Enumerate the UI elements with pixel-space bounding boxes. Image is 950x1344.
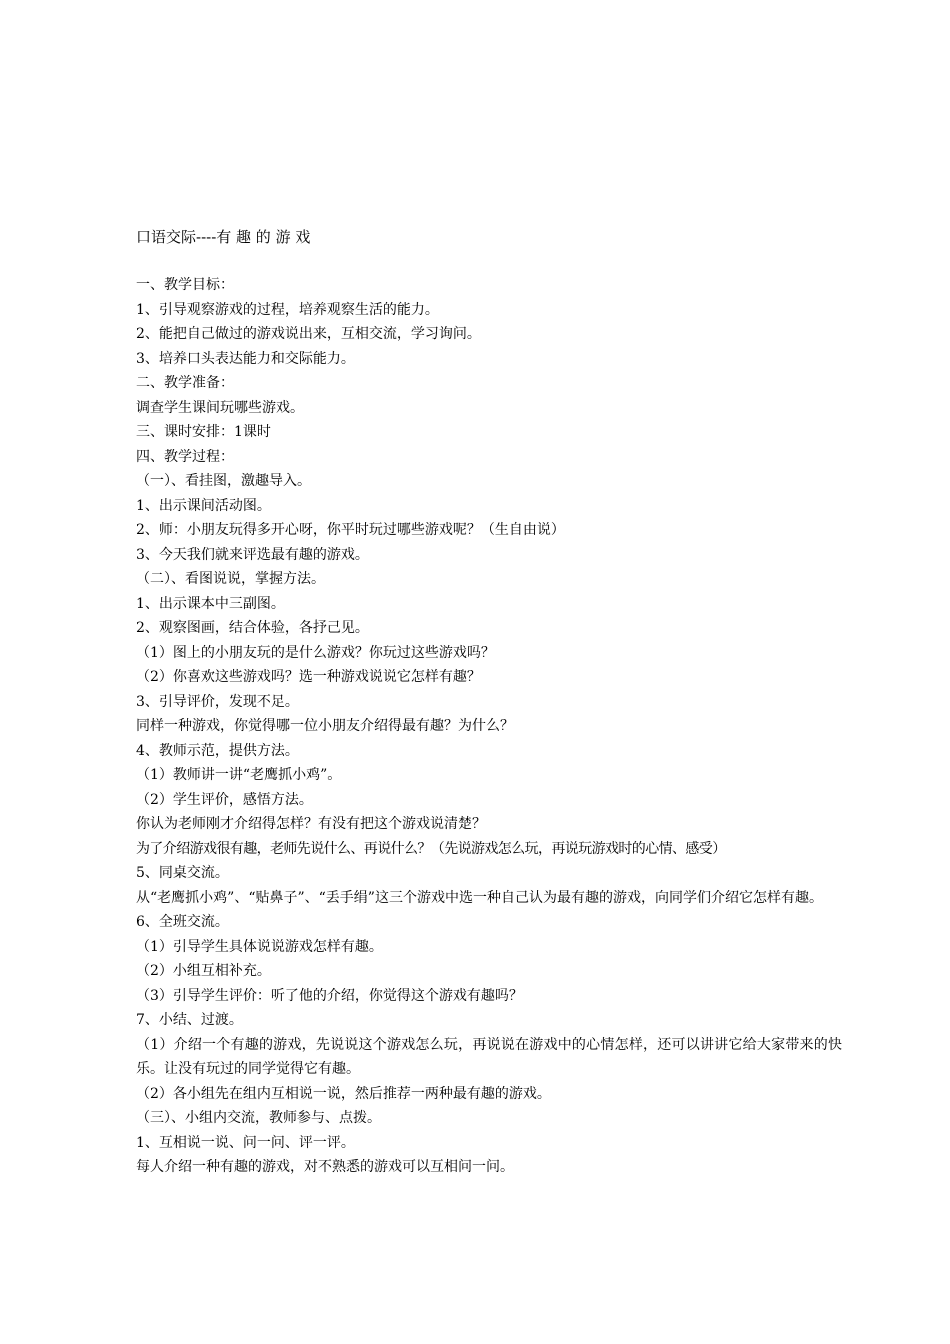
paragraph-line: 3、引导评价，发现不足。 (136, 693, 299, 710)
paragraph-line: 1、出示课间活动图。 (136, 497, 271, 514)
paragraph-line: （2）学生评价，感悟方法。 (136, 791, 313, 808)
paragraph-line: 一、教学目标： (136, 277, 234, 293)
paragraph-line: 6、全班交流。 (136, 914, 229, 930)
paragraph-line: （2）你喜欢这些游戏吗？选一种游戏说说它怎样有趣？ (136, 669, 481, 685)
paragraph-line: 7、小结、过渡。 (136, 1012, 243, 1028)
paragraph-line: （1）引导学生具体说说游戏怎样有趣。 (136, 938, 383, 955)
paragraph-line: （1）介绍一个有趣的游戏，先说说这个游戏怎么玩，再说说在游戏中的心情怎样，还可以讲讲它给大家带来的快乐。让没有玩过的同学觉得它有趣。 (136, 1036, 842, 1077)
paragraph-line: 从“老鹰抓小鸡”、“贴鼻子”、“丢手绢”这三个游戏中选一种自己认为最有趣的游戏，向同学们介绍它怎样有趣。 (136, 889, 823, 906)
paragraph-line: 2、观察图画，结合体验，各抒己见。 (136, 620, 369, 636)
paragraph-line: （2）各小组先在组内互相说一说，然后推荐一两种最有趣的游戏。 (136, 1085, 551, 1102)
paragraph-line: 3、今天我们就来评选最有趣的游戏。 (136, 546, 369, 563)
paragraph-line: 5、同桌交流。 (136, 865, 229, 881)
paragraph-line: （1）教师讲一讲“老鹰抓小鸡”。 (136, 767, 342, 783)
paragraph-line: （3）引导学生评价：听了他的介绍，你觉得这个游戏有趣吗？ (136, 987, 523, 1004)
paragraph-line: 1、互相说一说、问一问、评一评。 (136, 1134, 355, 1151)
paragraph-line: 2、能把自己做过的游戏说出来，互相交流，学习询问。 (136, 326, 481, 342)
paragraph-line: （一）、看挂图，激趣导入。 (136, 473, 311, 489)
paragraph-line: 四、教学过程： (136, 448, 234, 465)
document-page (136, 225, 842, 1180)
paragraph-line: （二）、看图说说，掌握方法。 (136, 571, 325, 587)
paragraph-line: 3、培养口头表达能力和交际能力。 (136, 350, 355, 367)
paragraph-line: 2、师：小朋友玩得多开心呀，你平时玩过哪些游戏呢？（生自由说） (136, 522, 565, 538)
document-title: 口语交际----有 趣 的 游 戏 (136, 228, 311, 246)
paragraph-line: 每人介绍一种有趣的游戏，对不熟悉的游戏可以互相问一问。 (136, 1159, 514, 1175)
paragraph-line: 1、引导观察游戏的过程，培养观察生活的能力。 (136, 301, 439, 318)
paragraph-line: 你认为老师刚才介绍得怎样？有没有把这个游戏说清楚？ (136, 816, 486, 832)
paragraph-line: 调查学生课间玩哪些游戏。 (136, 399, 304, 416)
paragraph-line: 1、出示课本中三副图。 (136, 595, 285, 612)
paragraph-line: 同样一种游戏，你觉得哪一位小朋友介绍得最有趣？为什么？ (136, 718, 514, 734)
paragraph-line: （1）图上的小朋友玩的是什么游戏？你玩过这些游戏吗？ (136, 644, 495, 661)
paragraph-line: 二、教学准备： (136, 375, 234, 391)
paragraph-line: 为了介绍游戏很有趣，老师先说什么、再说什么？（先说游戏怎么玩，再说玩游戏时的心情、感受） (136, 840, 726, 857)
paragraph-line: 三、课时安排：1课时 (136, 424, 271, 440)
paragraph-line: （三）、小组内交流，教师参与、点拨。 (136, 1110, 381, 1126)
paragraph-line: （2）小组互相补充。 (136, 963, 271, 979)
paragraph-line: 4、教师示范，提供方法。 (136, 742, 299, 759)
